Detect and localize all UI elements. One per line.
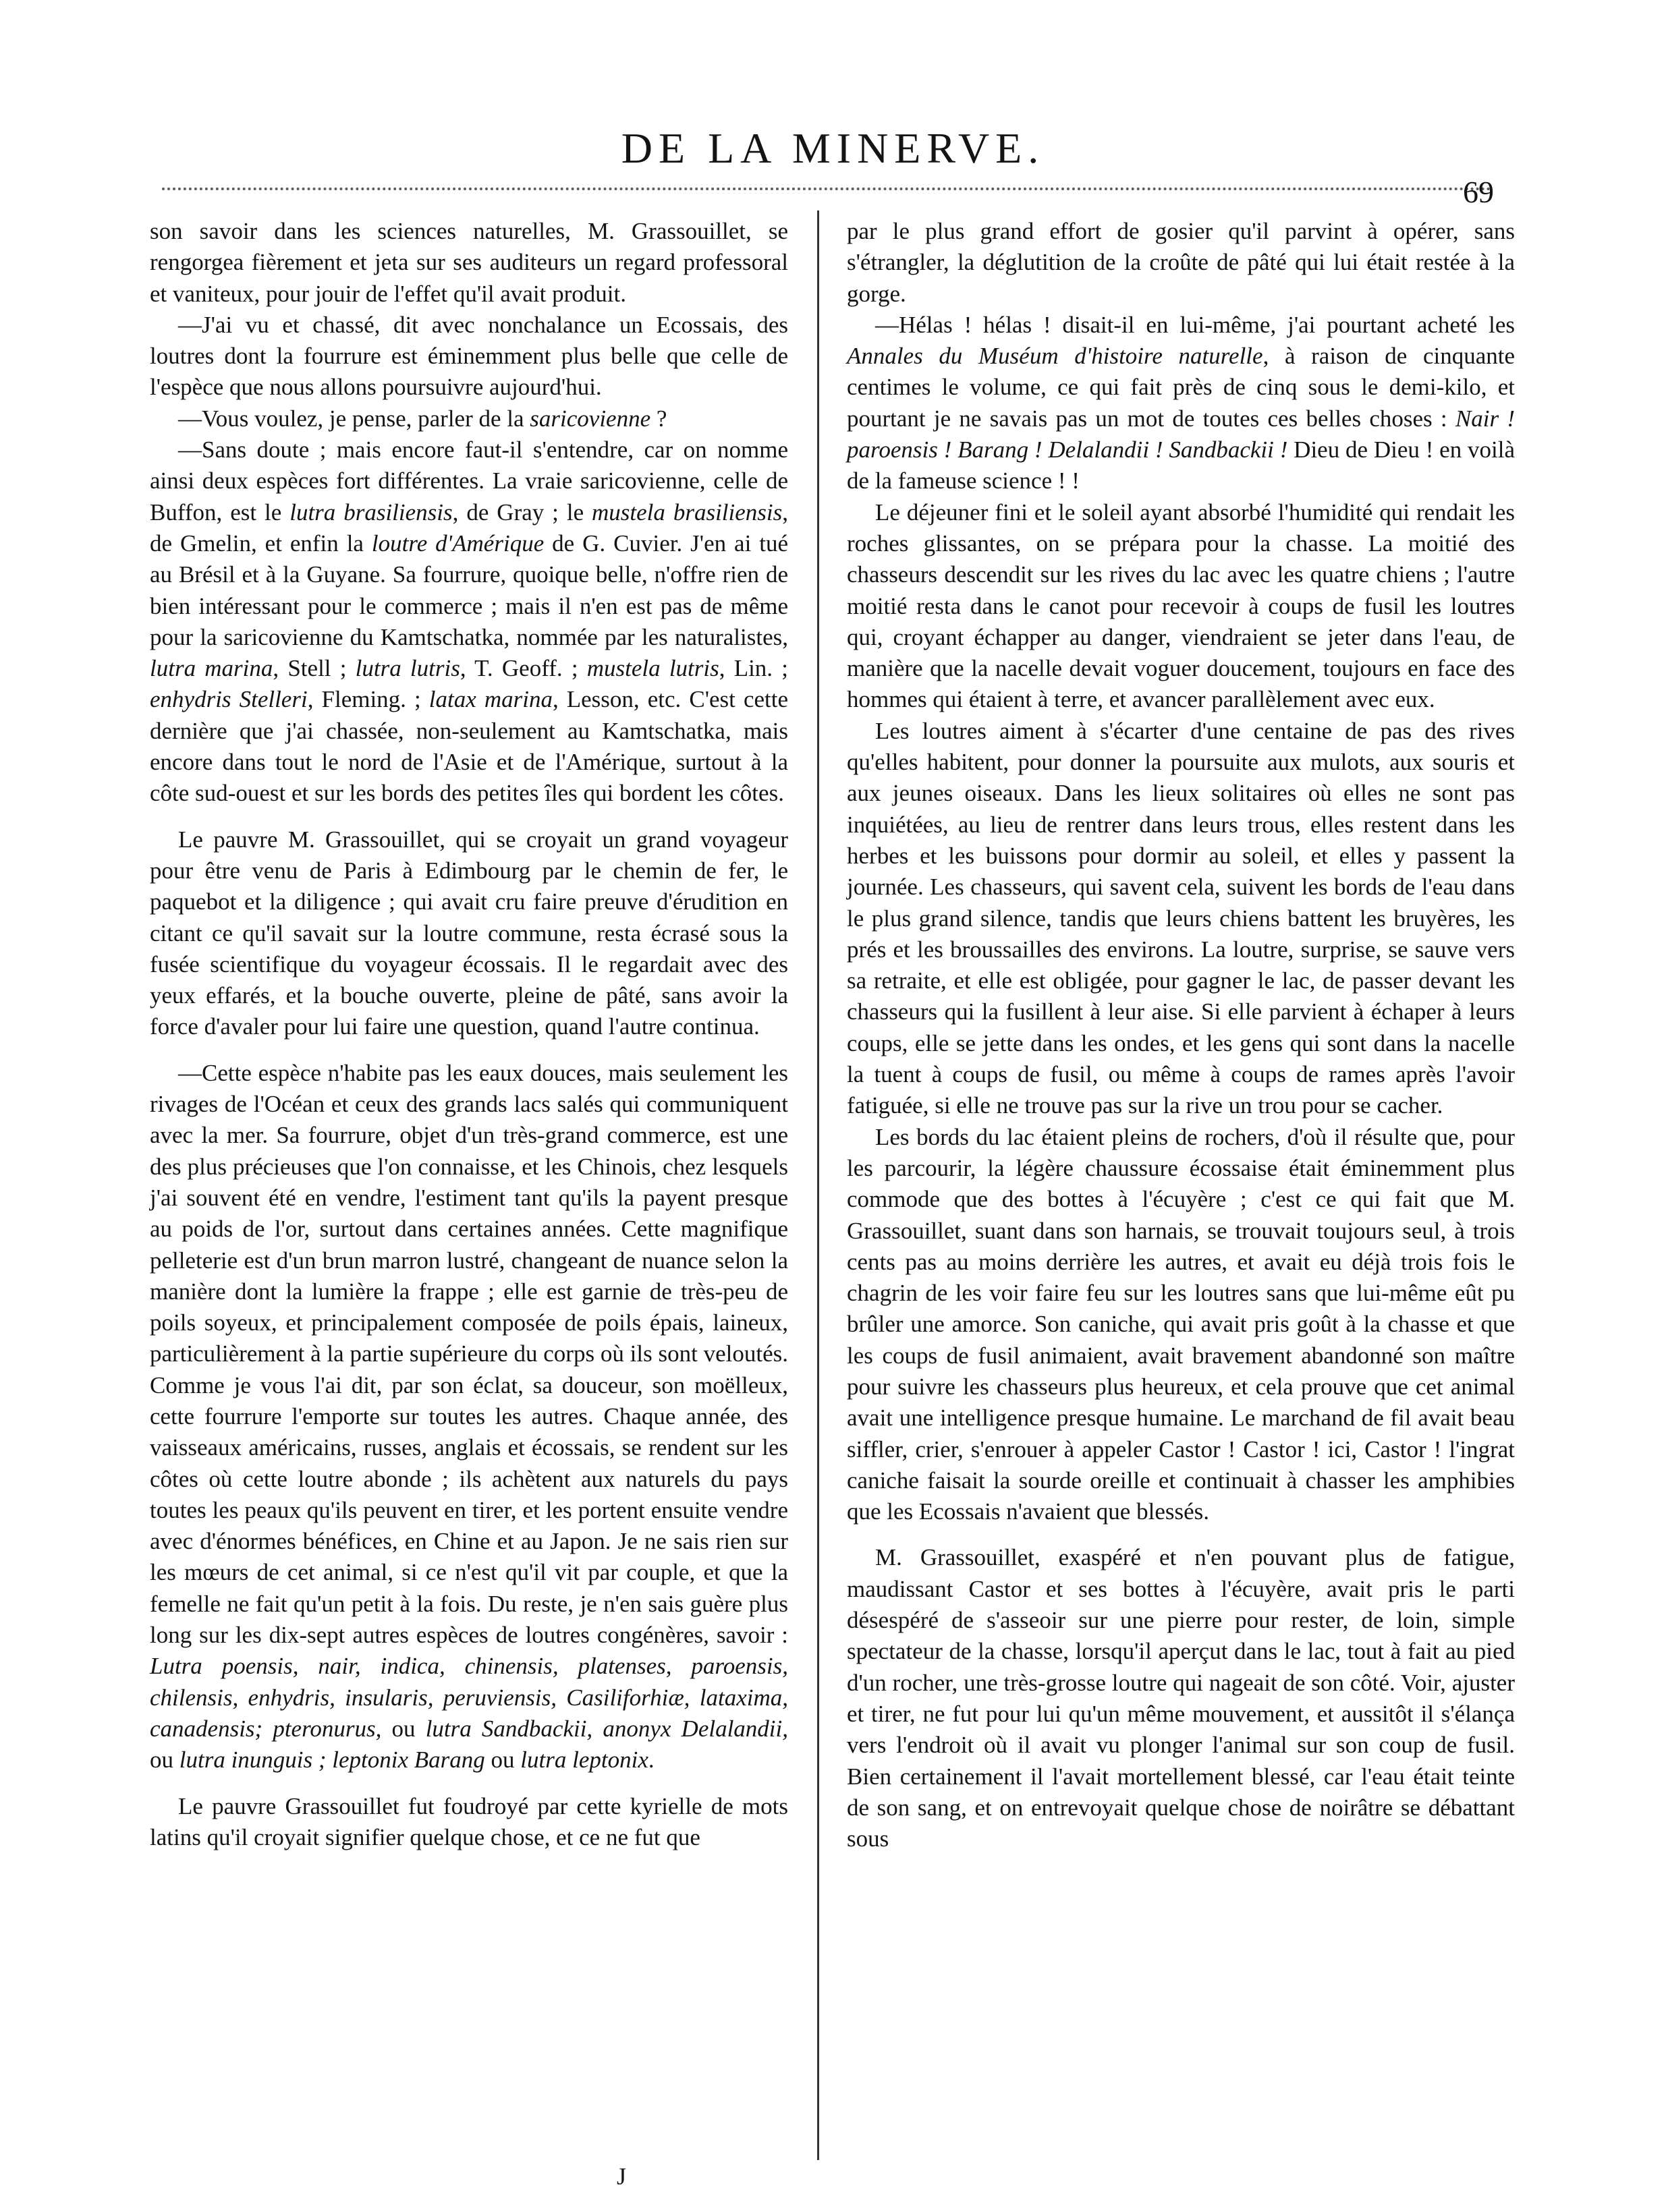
- italic-text: lutra Sandbackii, anonyx Delalandii,: [425, 1715, 788, 1742]
- running-title: DE LA MINERVE.: [621, 124, 1045, 172]
- italic-text: lutra lutris: [355, 655, 460, 682]
- paragraph: [847, 497, 1515, 716]
- text-run: , T. Geoff. ;: [460, 655, 587, 682]
- italic-text: loutre d'Amérique: [371, 530, 545, 557]
- italic-text: lutra marina: [150, 655, 273, 682]
- right-column: [847, 216, 1515, 1854]
- text-run: par le plus grand effort de gosier qu'il parvint à opérer, sans s'étrangler, la déglutition de la croûte de pâté qui lui était restée à la gorge.: [847, 218, 1515, 307]
- paragraph: [847, 716, 1515, 1122]
- italic-text: lutra brasiliensis: [289, 499, 453, 526]
- text-run: , à raison de cinquante centimes le volume, ce qui fait près de cinq sous le demi-kilo, et pourtant je ne savais pas un mot de toutes ces belles choses :: [847, 343, 1516, 432]
- text-run: ou: [484, 1747, 521, 1774]
- italic-text: lutra inunguis ; leptonix Barang: [179, 1747, 485, 1774]
- text-run: —Hélas ! hélas ! disait-il en lui-même, j'ai pourtant acheté les: [875, 311, 1515, 338]
- italic-text: latax marina: [428, 686, 553, 713]
- text-run: —Cette espèce n'habite pas les eaux douces, mais seulement les rivages de l'Océan et ceux des grands lacs salés qui communiquent avec la mer. Sa fourrure, objet d'un très-grand commerce, est une des plus précieuses que l'on connaisse, et les Chinois, chez lesquels j'ai souvent été en vendre, l'estiment tant qu'ils la payent presque au poids de l'or, surtout dans certaines années. Cette magnifique pelleterie est d'un brun marron lustré, changeant de nuance selon la manière dont la lumière la frappe ; elle est garnie de très-peu de poils soyeux, et principalement composée de poils épais, laineux, particulièrement à la partie supérieure du corps où ils sont veloutés. Comme je vous l'ai dit, par son éclat, sa douceur, son moëlleux, cette fourrure l'emporte sur toutes les autres. Chaque année, des vaisseaux américains, russes, anglais et écossais, se rendent sur les côtes où cette loutre abonde ; ils achètent aux naturels du pays toutes les peaux qu'ils peuvent en tirer, et les portent ensuite vendre avec d'énormes bénéfices, en Chine et au Japon. Je ne sais rien sur les mœurs de cet animal, si ce n'est qu'il vit par couple, et que la femelle ne fait qu'un petit à la fois. Du reste, je n'en sais guère plus long sur les dix-sept autres espèces de loutres congénères, savoir :: [150, 1059, 788, 1649]
- text-run: Les bords du lac étaient pleins de rochers, d'où il résulte que, pour les parcourir, la légère chaussure écossaise était éminemment plus commode que des bottes à l'écuyère ; c'est ce qui fait que M. Grassouillet, suant dans son harnais, se trouvait toujours seul, à trois cents pas au moins derrière les autres, et avait eu déjà trois fois le chagrin de les voir faire feu sur les loutres sans que lui-même eût pu brûler une amorce. Son caniche, qui avait pris goût à la chasse et que les coups de fusil animaient, avait bravement abandonné son maître pour suivre les chasseurs plus heureux, et cela prouve que cet animal avait une intelligence presque humaine. Le marchand de fil avait beau siffler, crier, s'enrouer à appeler Castor ! Castor ! ici, Castor ! l'ingrat caniche faisait la sourde oreille et continuait à chasser les amphibies que les Ecossais n'avaient que blessés.: [847, 1123, 1515, 1525]
- page-number: 69: [1463, 175, 1494, 209]
- text-run: ?: [650, 405, 667, 432]
- italic-text: Nair ! paroensis ! Barang ! Delalandii ! Sandbackii !: [847, 405, 1515, 463]
- text-run: , de Gmelin, et enfin la: [150, 499, 789, 557]
- paragraph: [847, 1542, 1515, 1854]
- header-rule: [162, 188, 1491, 190]
- italic-text: Annales du Muséum d'histoire naturelle: [847, 343, 1263, 370]
- paragraph: [150, 216, 788, 310]
- text-run: , de Gray ; le: [452, 499, 592, 526]
- italic-text: enhydris Stelleri: [150, 686, 308, 713]
- text-run: , Lesson, etc. C'est cette dernière que j'ai chassée, non-seulement au Kamtschatka, mais encore dans tout le nord de l'Asie et de l'Amérique, surtout à la côte sud-ouest et sur les bords des petites îles qui bordent les côtes.: [150, 686, 788, 807]
- text-run: de G. Cuvier. J'en ai tué au Brésil et à la Guyane. Sa fourrure, quoique belle, n'offre rien de bien intéressant pour le commerce ; mais il n'en est pas de même pour la saricovienne du Kamtschatka, nommée par les naturalistes,: [150, 530, 789, 650]
- italic-text: saricovienne: [530, 405, 651, 432]
- paragraph: [150, 310, 788, 403]
- text-run: Le pauvre M. Grassouillet, qui se croyait un grand voyageur pour être venu de Paris à Edimbourg par le chemin de fer, le paquebot et la diligence ; qui avait cru faire preuve d'érudition en citant ce qu'il savait sur la loutre commune, resta écrasé sous la fusée scientifique du voyageur écossais. Il le regardait avec des yeux effarés, et la bouche ouverte, pleine de pâté, sans avoir la force d'avaler pour lui faire une question, quand l'autre continua.: [150, 826, 788, 1040]
- text-run: Dieu de Dieu ! en voilà de la fameuse science ! !: [847, 436, 1516, 494]
- italic-text: mustela lutris: [586, 655, 719, 682]
- text-run: ou: [381, 1715, 426, 1742]
- text-run: , Stell ;: [273, 655, 356, 682]
- paragraph: [847, 216, 1515, 310]
- text-run: , Fleming. ;: [307, 686, 429, 713]
- italic-text: Lutra poensis, nair, indica, chinensis, platenses, paroensis, chilensis, enhydris, insularis, peruviensis, Casiliforhiæ, lataxima, canadensis; pteronurus,: [150, 1653, 788, 1742]
- paragraph: [150, 403, 788, 434]
- italic-text: mustela brasiliensis: [592, 499, 783, 526]
- text-run: Le pauvre Grassouillet fut foudroyé par cette kyrielle de mots latins qu'il croyait signifier quelque chose, et ce ne fut que: [150, 1792, 788, 1850]
- text-run: Le déjeuner fini et le soleil ayant absorbé l'humidité qui rendait les roches glissantes, on se prépara pour la chasse. La moitié des chasseurs descendit sur les rives du lac avec les quatre chiens ; l'autre moitié resta dans le canot pour recevoir à coups de fusil les loutres qui, croyant échapper au danger, viendraient se jeter dans l'eau, de manière que la nacelle devait voguer doucement, toujours en face des hommes qui étaient à terre, et avancer parallèlement avec eux.: [847, 499, 1515, 713]
- paragraph: [150, 824, 788, 1043]
- text-run: —Sans doute ; mais encore faut-il s'entendre, car on nomme ainsi deux espèces fort différentes. La vraie saricovienne, celle de Buffon, est le: [150, 436, 788, 526]
- text-run: .: [648, 1747, 655, 1774]
- left-column: [150, 216, 788, 1853]
- column-divider: [817, 210, 819, 2160]
- text-run: M. Grassouillet, exaspéré et n'en pouvant plus de fatigue, maudissant Castor et ses bottes à l'écuyère, avait pris le parti désespéré de s'asseoir sur une pierre pour rester, de loin, simple spectateur de la chasse, lorsqu'il aperçut dans le lac, tout à fait au pied d'un rocher, une très-grosse loutre qui nageait de son côté. Voir, ajuster et tirer, ne fut pour lui qu'un même mouvement, et aussitôt il s'élança vers l'endroit où il avait vu plonger l'animal sur son coup de fusil. Bien certainement il l'avait mortellement blessé, car l'eau était teinte de son sang, et on entrevoyait quelque chose de noirâtre se débattant sous: [847, 1544, 1515, 1852]
- signature-mark: J: [617, 2163, 627, 2190]
- text-run: , Lin. ;: [719, 655, 788, 682]
- text-run: ou: [150, 1747, 179, 1774]
- text-run: son savoir dans les sciences naturelles, M. Grassouillet, se rengorgea fièrement et jeta sur ses auditeurs un regard professoral et vaniteux, pour jouir de l'effet qu'il avait produit.: [150, 218, 788, 307]
- paragraph: [847, 310, 1515, 497]
- paragraph: [150, 1791, 788, 1854]
- paragraph: [847, 1122, 1515, 1528]
- text-run: —J'ai vu et chassé, dit avec nonchalance un Ecossais, des loutres dont la fourrure est éminemment plus belle que celle de l'espèce que nous allons poursuivre aujourd'hui.: [150, 311, 788, 401]
- paragraph: [150, 434, 788, 810]
- paragraph: [150, 1058, 788, 1776]
- text-run: —Vous voulez, je pense, parler de la: [178, 405, 530, 432]
- italic-text: lutra leptonix: [520, 1747, 648, 1774]
- text-run: Les loutres aiment à s'écarter d'une centaine de pas des rives qu'elles habitent, pour donner la poursuite aux mulots, aux souris et aux jeunes oiseaux. Dans les lieux solitaires où elles ne sont pas inquiétées, au lieu de rentrer dans leurs trous, elles restent dans les herbes et les buissons pour dormir au soleil, et elles y passent la journée. Les chasseurs, qui savent cela, suivent les bords de l'eau dans le plus grand silence, tandis que leurs chiens battent les bruyères, les prés et les broussailles des environs. La loutre, surprise, se sauve vers sa retraite, et elle est obligée, pour gagner le lac, de passer devant les chasseurs qui la fusillent à leur aise. Si elle parvient à échaper à leurs coups, elle se jette dans les ondes, et les gens qui sont dans la nacelle la tuent à coups de fusil, ou même à coups de rames après l'avoir fatiguée, si elle ne trouve pas sur la rive un trou pour se cacher.: [847, 717, 1515, 1119]
